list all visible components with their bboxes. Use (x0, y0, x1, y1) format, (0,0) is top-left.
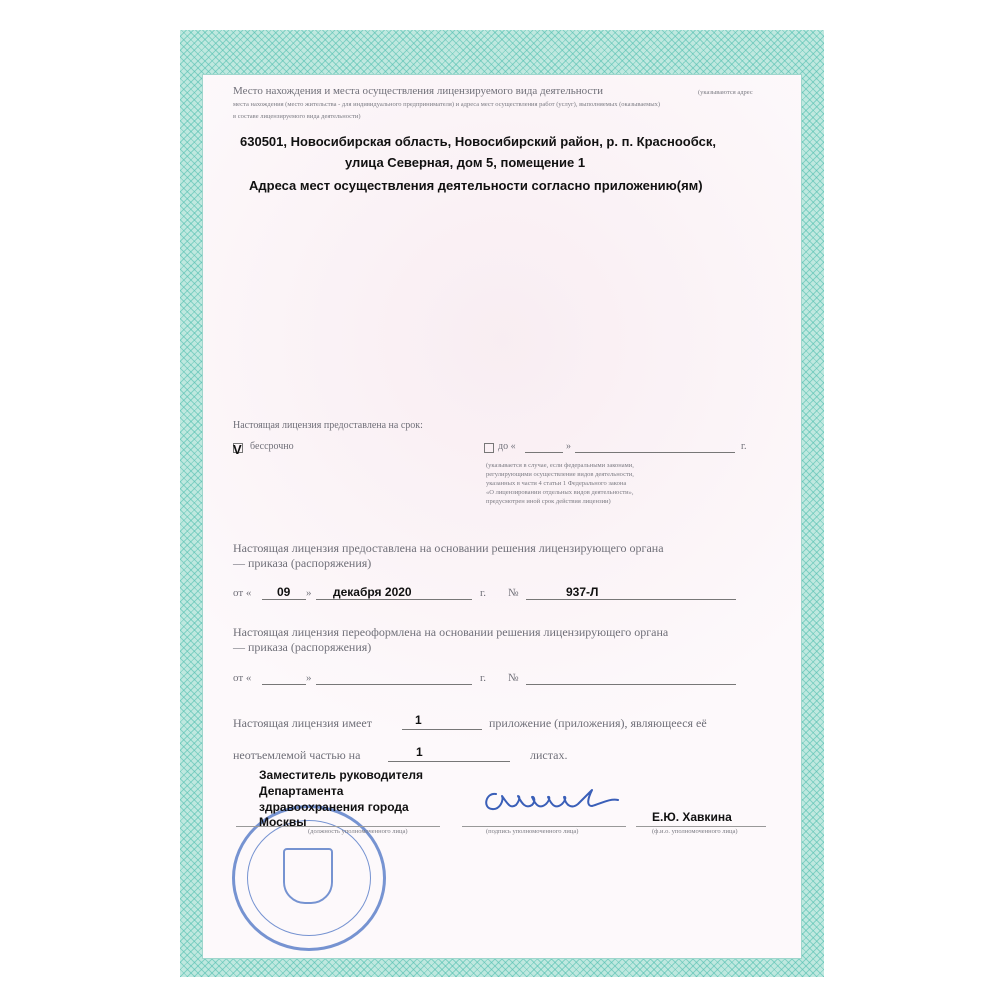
position-caption: (должность уполномоченного лица) (308, 828, 408, 835)
appendix-sheets-line (388, 761, 510, 762)
reissued-from-label: от « (233, 672, 252, 684)
term-note-4: «О лицензировании отдельных видов деятельности», (486, 489, 634, 496)
granted-line-2: — приказа (распоряжения) (233, 556, 372, 570)
term-note-2: регулирующими осуществление видов деятельности, (486, 471, 634, 478)
location-note-1: (указываются адрес (698, 89, 753, 96)
position-line (236, 826, 440, 827)
position-line-4: Москвы (259, 815, 307, 829)
term-note-1: (указывается в случае, если федеральными законами, (486, 462, 634, 469)
appendix-integral-label: неотъемлемой частью на (233, 748, 361, 762)
granted-line-1: Настоящая лицензия предоставлена на основании решения лицензирующего органа (233, 541, 664, 555)
term-heading: Настоящая лицензия предоставлена на срок: (233, 420, 423, 431)
location-heading: Место нахождения и места осуществления лицензируемого вида деятельности (233, 85, 603, 97)
granted-year-suffix: г. (480, 587, 487, 599)
until-day-line (525, 452, 563, 453)
reissued-number-label: № (508, 672, 519, 684)
position-line-2: Департамента (259, 784, 344, 798)
reissued-day-line (262, 684, 306, 685)
granted-month-year: декабря 2020 (333, 585, 412, 599)
granted-from-label: от « (233, 587, 252, 599)
granted-date-line (316, 599, 472, 600)
granted-day-line (262, 599, 306, 600)
term-note-5: предусмотрен иной срок действия лицензии) (486, 498, 611, 505)
position-line-1: Заместитель руководителя (259, 768, 423, 782)
address-line-3: Адреса мест осуществления деятельности согласно приложению(ям) (249, 178, 703, 193)
appendix-after-count: приложение (приложения), являющееся её (489, 716, 707, 730)
location-note-3: в составе лицензируемого вида деятельности) (233, 113, 361, 120)
until-label: до « (498, 441, 516, 452)
check-mark: V (233, 442, 242, 457)
until-close: » (566, 441, 571, 452)
appendix-sheets: 1 (416, 745, 423, 759)
reissued-line-2: — приказа (распоряжения) (233, 640, 372, 654)
appendix-count-line (402, 729, 482, 730)
appendix-has-label: Настоящая лицензия имеет (233, 716, 372, 730)
position-line-3: здравоохранения города (259, 800, 409, 814)
handwritten-signature (478, 782, 628, 818)
location-note-2: места нахождения (место жительства - для индивидуального предпринимателя) и адреса мест осуществления работ (услуг), выполняемых (оказываемых) (233, 101, 661, 108)
name-line (636, 826, 766, 827)
reissued-line-1: Настоящая лицензия переоформлена на основании решения лицензирующего органа (233, 625, 669, 639)
reissued-year-suffix: г. (480, 672, 487, 684)
appendix-count: 1 (415, 713, 422, 727)
granted-number: 937-Л (566, 585, 599, 599)
reissued-day-close: » (306, 672, 312, 684)
granted-day-close: » (306, 587, 312, 599)
indefinite-label: бессрочно (250, 441, 294, 452)
until-date-line (575, 452, 735, 453)
reissued-number-line (526, 684, 736, 685)
signature-line (462, 826, 626, 827)
appendix-sheets-label: листах. (530, 748, 568, 762)
name-caption: (ф.и.о. уполномоченного лица) (652, 828, 738, 835)
until-year-suffix: г. (741, 441, 747, 452)
granted-day: 09 (277, 585, 291, 599)
address-line-2: улица Северная, дом 5, помещение 1 (345, 155, 586, 170)
granted-number-label: № (508, 587, 519, 599)
reissued-date-line (316, 684, 472, 685)
until-checkbox[interactable] (484, 443, 494, 453)
moscow-emblem-icon (283, 848, 333, 904)
address-line-1: 630501, Новосибирская область, Новосибирский район, р. п. Краснообск, (240, 134, 716, 149)
granted-number-line (526, 599, 736, 600)
signatory-name: Е.Ю. Хавкина (652, 810, 732, 824)
signature-caption: (подпись уполномоченного лица) (486, 828, 579, 835)
term-note-3: указанных в части 4 статьи 1 Федерального закона (486, 480, 627, 487)
